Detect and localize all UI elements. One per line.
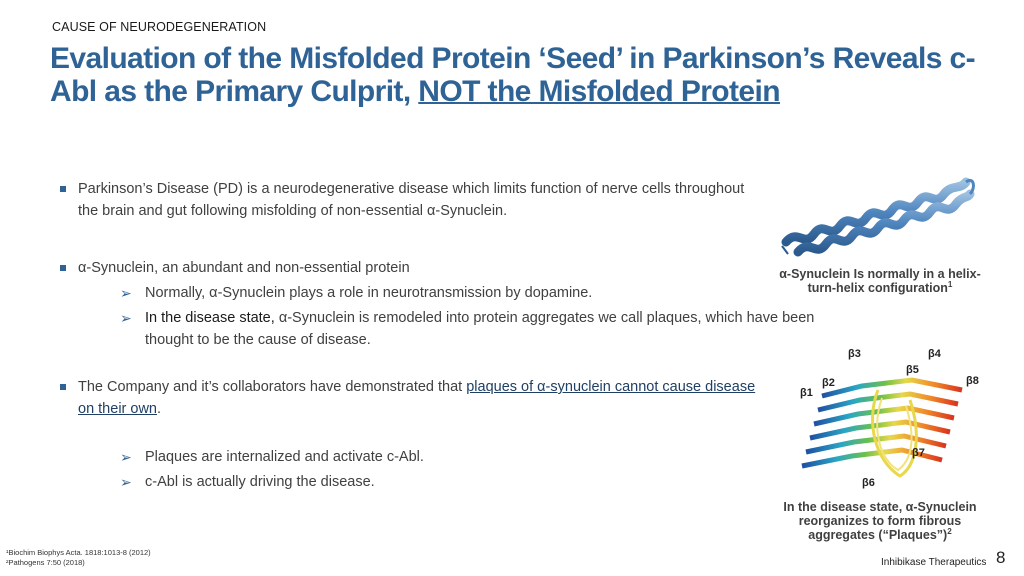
strand-label-b4: β4: [928, 348, 941, 360]
square-bullet-icon: [60, 384, 66, 390]
square-bullet-icon: [60, 265, 66, 271]
page-number: 8: [996, 548, 1006, 567]
helix-caption: α-Synuclein Is normally in a helix-turn-helix configuration$^1$: [779, 267, 981, 295]
company-name: Inhibikase Therapeutics: [881, 557, 987, 568]
strand-label-b2: β2: [822, 377, 835, 389]
section-kicker: CAUSE OF NEURODEGENERATION: [52, 20, 267, 34]
strand-label-b7: β7: [912, 447, 925, 459]
title-emphasis: NOT the Misfolded Protein: [418, 75, 780, 108]
slide-title: [50, 42, 980, 108]
strand-label-b8: β8: [966, 375, 979, 387]
footnotes: [6, 548, 151, 568]
fibril-strands: [802, 380, 962, 476]
fibril-caption: In the disease state, α-Synuclein reorganizes to form fibrous aggregates (“Plaques”)$^2$: [783, 500, 977, 542]
strand-label-b3: β3: [848, 348, 861, 360]
sub-bullet-normal: ➢ Normally, α-Synuclein plays a role in neurotransmission by dopamine.: [60, 282, 835, 304]
strand-label-b6: β6: [862, 477, 875, 489]
footnote-2: ²Pathogens 7:50 (2018): [6, 558, 85, 567]
arrow-bullet-icon: ➢: [120, 449, 132, 465]
footnote-1: ¹Biochim Biophys Acta. 1818:1013-8 (2012): [6, 548, 151, 557]
title-main: Evaluation of the Misfolded Protein ‘Seed’ in Parkinson’s Reveals c-Abl as the Primary Culprit,: [50, 42, 976, 108]
square-bullet-icon: [60, 186, 66, 192]
arrow-bullet-icon: ➢: [120, 474, 132, 490]
sub-bullet-cabl: ➢ c-Abl is actually driving the disease.: [60, 471, 835, 493]
bullet-pd: Parkinson’s Disease (PD) is a neurodegenerative disease which limits function of nerve cells throughout the brain and gut following misfolding of non-essential α-Synuclein.: [60, 178, 750, 222]
arrow-bullet-icon: ➢: [120, 285, 132, 301]
emphasis-link: plaques of α-synuclein cannot cause disease on their own: [78, 379, 756, 417]
sub-bullet-disease: ➢ In the disease state, α-Synuclein is remodeled into protein aggregates we call plaques, which have been thought to be the cause of disease.: [60, 307, 835, 351]
strand-label-b1: β1: [800, 387, 813, 399]
strand-label-b5: β5: [906, 364, 919, 376]
bullet-company: The Company and it’s collaborators have demonstrated that plaques of α-synuclein cannot cause disease on their own.: [60, 376, 768, 420]
sub-bullet-internalized: ➢ Plaques are internalized and activate c-Abl.: [60, 446, 835, 468]
fibril-aggregate-figure: [782, 340, 1002, 496]
bullet-synuclein: α-Synuclein, an abundant and non-essential protein: [60, 257, 410, 279]
arrow-bullet-icon: ➢: [120, 310, 132, 326]
helix-protein-figure: [778, 168, 978, 262]
